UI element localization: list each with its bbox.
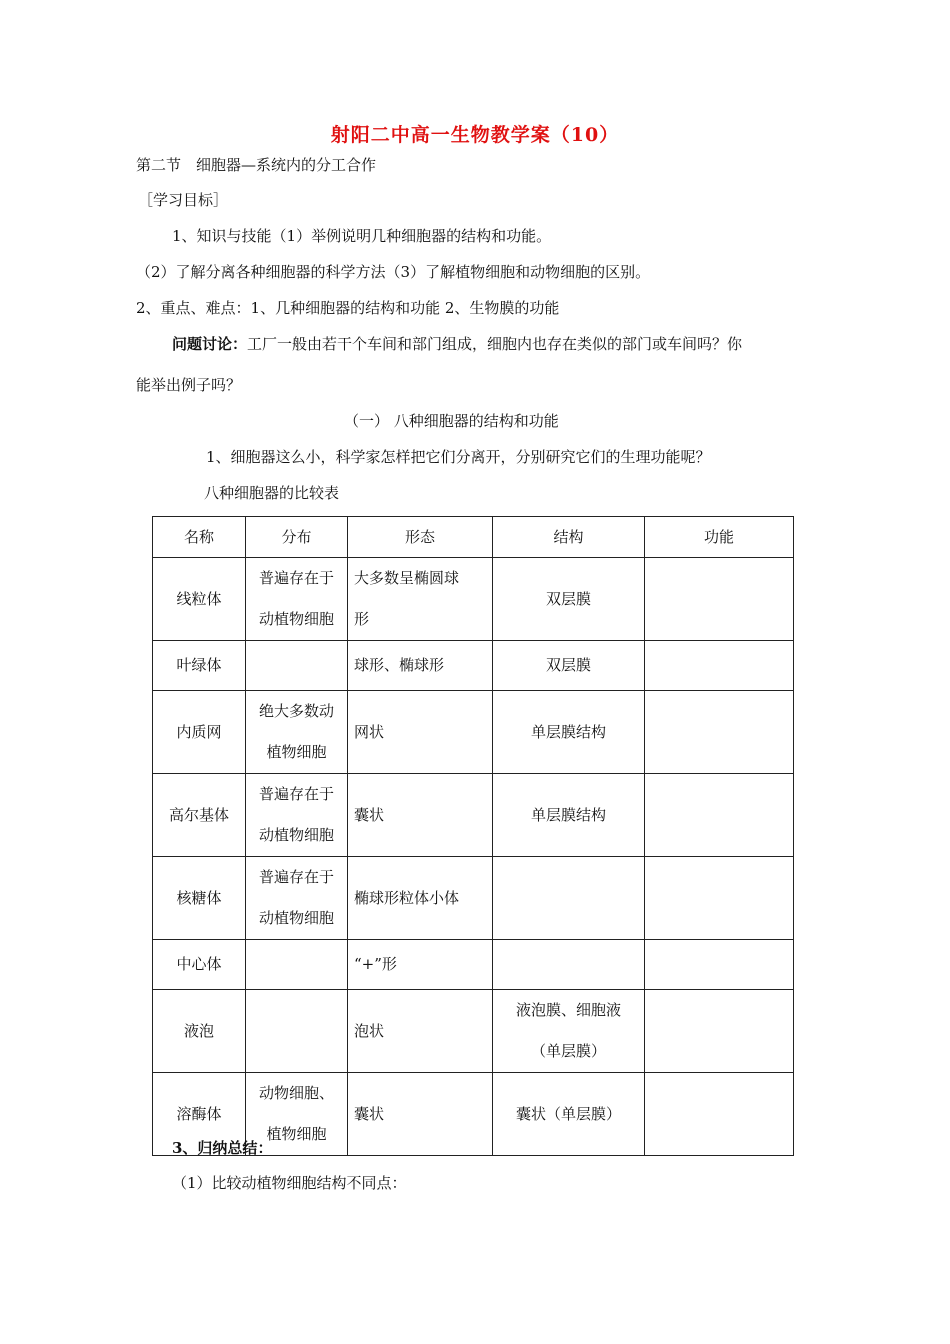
function-cell	[645, 1073, 794, 1156]
organelle-name-cell: 高尔基体	[153, 774, 246, 857]
shape-cell-line: 囊状	[354, 1104, 385, 1123]
organelle-name-cell: 溶酶体	[153, 1073, 246, 1156]
distribution-cell	[246, 940, 348, 990]
shape-cell	[348, 641, 493, 691]
table-header-row	[153, 517, 794, 558]
structure-cell	[493, 940, 645, 990]
structure-cell	[493, 857, 645, 940]
structure-cell-line: 单层膜结构	[530, 722, 606, 741]
structure-cell-line: （单层膜）	[530, 1042, 606, 1060]
organelle-name-cell: 线粒体	[153, 558, 246, 641]
shape-cell-line: 形	[354, 610, 370, 628]
goal-knowledge: 1、知识与技能（1）举例说明几种细胞器的结构和功能。	[172, 227, 552, 245]
discussion-paragraph	[172, 334, 742, 354]
subheading: （一） 八种细胞器的结构和功能	[344, 412, 559, 430]
organelle-name-cell: 中心体	[153, 940, 246, 990]
table-row	[153, 857, 794, 940]
structure-cell	[493, 691, 645, 774]
discussion-text: 工厂一般由若干个车间和部门组成，细胞内也存在类似的部门或车间吗？你	[247, 335, 743, 353]
page-title: 射阳二中高一生物教学案（10）	[330, 124, 620, 146]
header-cell: 形态	[348, 517, 493, 558]
distribution-cell-line: 绝大多数动	[258, 702, 334, 720]
structure-cell	[493, 1073, 645, 1156]
table-row	[153, 940, 794, 990]
discussion-continuation: 能举出例子吗？	[136, 376, 242, 394]
table-row	[153, 558, 794, 641]
distribution-cell	[246, 774, 348, 857]
goal-methods: （2）了解分离各种细胞器的科学方法（3）了解植物细胞和动物细胞的区别。	[136, 263, 651, 281]
shape-cell	[348, 558, 493, 641]
structure-cell	[493, 774, 645, 857]
shape-cell	[348, 857, 493, 940]
organelle-name-cell: 叶绿体	[153, 641, 246, 691]
distribution-cell-line: 普遍存在于	[258, 868, 334, 886]
distribution-cell-line: 动植物细胞	[258, 826, 334, 844]
goals-heading: ［学习目标］	[138, 191, 229, 209]
question-1: 1、细胞器这么小，科学家怎样把它们分离开，分别研究它们的生理功能呢？	[206, 448, 711, 466]
distribution-cell	[246, 990, 348, 1073]
shape-cell-line: 大多数呈椭圆球	[354, 569, 460, 587]
function-cell	[645, 857, 794, 940]
header-cell: 分布	[246, 517, 348, 558]
structure-cell-line: 液泡膜、细胞液	[515, 1001, 621, 1019]
distribution-cell-line: 动植物细胞	[258, 610, 334, 628]
shape-cell	[348, 940, 493, 990]
distribution-cell-line: 动物细胞、	[258, 1084, 334, 1102]
distribution-cell-line: 动植物细胞	[258, 909, 334, 927]
key-points: 2、重点、难点：1、几种细胞器的结构和功能 2、生物膜的功能	[136, 299, 560, 317]
table-caption: 八种细胞器的比较表	[204, 484, 340, 502]
shape-cell-line: 囊状	[354, 805, 385, 824]
header-cell: 功能	[645, 517, 794, 558]
structure-cell	[493, 641, 645, 691]
structure-cell	[493, 990, 645, 1073]
structure-cell-line: 单层膜结构	[530, 805, 606, 824]
structure-cell-line: 双层膜	[545, 589, 591, 608]
shape-cell	[348, 990, 493, 1073]
structure-cell	[493, 558, 645, 641]
organelle-name-cell: 核糖体	[153, 857, 246, 940]
discussion-label: 问题讨论：	[172, 335, 248, 353]
structure-cell-line: 双层膜	[545, 656, 591, 674]
shape-cell	[348, 1073, 493, 1156]
summary-heading: 3、归纳总结：	[172, 1139, 273, 1157]
distribution-cell-line: 植物细胞	[266, 743, 327, 761]
shape-cell-line: 椭球形粒体小体	[354, 888, 460, 907]
summary-item-1: （1）比较动植物细胞结构不同点：	[172, 1174, 407, 1192]
distribution-cell	[246, 691, 348, 774]
function-cell	[645, 940, 794, 990]
shape-cell	[348, 691, 493, 774]
function-cell	[645, 774, 794, 857]
shape-cell-line: 泡状	[354, 1021, 385, 1040]
distribution-cell-line: 植物细胞	[266, 1125, 327, 1143]
shape-cell-line: 网状	[354, 722, 385, 741]
table-row	[153, 774, 794, 857]
section-heading: 第二节 细胞器—系统内的分工合作	[136, 156, 377, 174]
organelle-name-cell: 液泡	[153, 990, 246, 1073]
shape-cell-line: “+”形	[354, 955, 397, 973]
function-cell	[645, 641, 794, 691]
shape-cell-line: 球形、椭球形	[354, 656, 445, 674]
table-row	[153, 990, 794, 1073]
organelle-comparison-table	[152, 516, 794, 1156]
distribution-cell	[246, 857, 348, 940]
table-row	[153, 691, 794, 774]
structure-cell-line: 囊状（单层膜）	[515, 1104, 621, 1123]
function-cell	[645, 691, 794, 774]
distribution-cell-line: 普遍存在于	[258, 785, 334, 803]
function-cell	[645, 990, 794, 1073]
distribution-cell	[246, 558, 348, 641]
distribution-cell	[246, 641, 348, 691]
distribution-cell-line: 普遍存在于	[258, 569, 334, 587]
organelle-name-cell: 内质网	[153, 691, 246, 774]
table-row	[153, 641, 794, 691]
shape-cell	[348, 774, 493, 857]
function-cell	[645, 558, 794, 641]
header-cell: 结构	[493, 517, 645, 558]
header-cell: 名称	[153, 517, 246, 558]
